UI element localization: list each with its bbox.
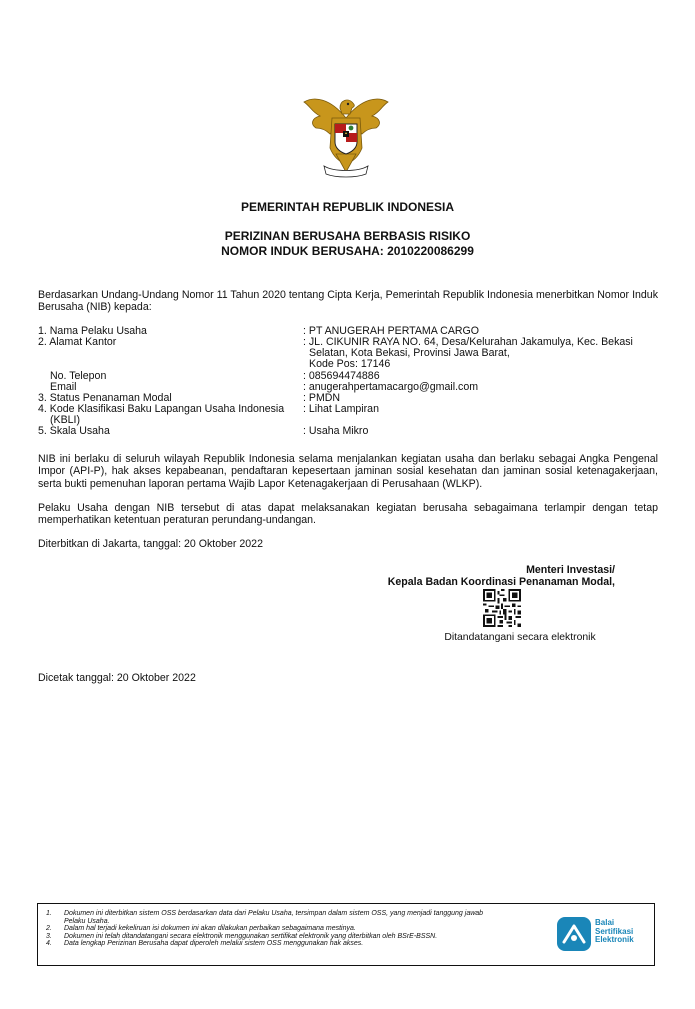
bsre-logo-text — [595, 919, 634, 945]
footnote-item — [46, 933, 551, 941]
intro-paragraph: Berdasarkan Undang-Undang Nomor 11 Tahun 2020 tentang Cipta Kerja, Pemerintah Republik Indonesia menerbitkan Nomor Induk Berusaha (NIB) kepada: — [38, 289, 658, 314]
footnote-text: Data lengkap Perizinan Berusaha dapat diperoleh melalui sistem OSS menggunakan hak akses. — [64, 940, 364, 948]
address-value-line-1: : JL. CIKUNIR RAYA NO. 64, Desa/Kelurahan Jakamulya, Kec. Bekasi — [303, 336, 633, 348]
bsre-logo-icon — [556, 916, 592, 952]
footnote-number: 1. — [46, 910, 52, 917]
footer-notes-box — [37, 903, 655, 966]
business-name-label: 1. Nama Pelaku Usaha — [38, 325, 147, 337]
footnote-text: Pelaku Usaha. — [64, 917, 110, 925]
capital-status-value: : PMDN — [303, 392, 341, 404]
footnotes-list — [46, 910, 551, 948]
phone-label: No. Telepon — [50, 370, 107, 382]
bsre-line-2: Sertifikasi — [595, 926, 634, 936]
electronic-signature-note: Ditandatangani secara elektronik — [444, 632, 596, 643]
phone-value: : 085694474886 — [303, 370, 380, 382]
bsre-line-1: Balai — [595, 918, 615, 927]
address-label: 2. Alamat Kantor — [38, 336, 117, 348]
obligation-paragraph: Pelaku Usaha dengan NIB tersebut di atas dapat melaksanakan kegiatan berusaha sebagaimana terlampir dengan tetap memperhatikan ketentuan peraturan perundang-undangan. — [38, 502, 658, 527]
address-value-line-3: Kode Pos: 17146 — [309, 358, 391, 370]
footnote-text: Dalam hal terjadi kekeliruan isi dokumen ini akan dilakukan perbaikan sebagaimana mestinya. — [64, 925, 356, 933]
capital-status-label: 3. Status Penanaman Modal — [38, 392, 172, 404]
garuda-emblem-icon — [300, 88, 392, 180]
email-label: Email — [50, 381, 77, 393]
footnote-number: 3. — [46, 932, 52, 940]
signatory-line-1: Menteri Investasi/ — [526, 564, 615, 576]
business-scale-label: 5. Skala Usaha — [38, 425, 110, 437]
address-value-line-2: Selatan, Kota Bekasi, Provinsi Jawa Barat, — [309, 347, 510, 359]
kbli-label-line-2: (KBLI) — [50, 414, 81, 426]
nib-number: NOMOR INDUK BERUSAHA: 2010220086299 — [221, 244, 474, 258]
email-value: : anugerahpertamacargo@gmail.com — [303, 381, 479, 393]
signatory-title — [370, 564, 615, 588]
bsre-logo — [556, 914, 652, 956]
qr-code-icon[interactable] — [483, 589, 521, 627]
signatory-line-2: Kepala Badan Koordinasi Penanaman Modal, — [387, 576, 615, 588]
footnote-item — [46, 925, 551, 933]
footnote-item — [46, 910, 551, 918]
business-scale-value: : Usaha Mikro — [303, 425, 369, 437]
document-title: PERIZINAN BERUSAHA BERBASIS RISIKO — [224, 229, 471, 243]
footnote-item — [46, 940, 551, 948]
footnote-item — [46, 918, 551, 926]
business-name-value: : PT ANUGERAH PERTAMA CARGO — [303, 325, 480, 337]
footnote-number — [46, 918, 64, 926]
footnote-number: 2. — [46, 925, 52, 933]
kbli-label-line-1: 4. Kode Klasifikasi Baku Lapangan Usaha Indonesia — [38, 403, 285, 415]
bsre-line-3: Elektronik — [595, 935, 634, 945]
validity-paragraph: NIB ini berlaku di seluruh wilayah Republik Indonesia selama menjalankan kegiatan usaha dan berlaku sebagai Angka Pengenal Impor (API-P), hak akses kepabeanan, pendaftaran kepesertaan jaminan sosial kesehatan dan jaminan sosial ketenagakerjaan, serta bukti pemenuhan laporan pertama Wajib Lapor Ketenagakerjaan di Perusahaan (WLKP). — [38, 453, 658, 490]
kbli-value: : Lihat Lampiran — [303, 403, 379, 415]
printed-date: Dicetak tanggal: 20 Oktober 2022 — [38, 672, 196, 684]
issued-date: Diterbitkan di Jakarta, tanggal: 20 Oktober 2022 — [38, 538, 263, 550]
government-heading: PEMERINTAH REPUBLIK INDONESIA — [240, 200, 455, 214]
footnote-text: Dokumen ini diterbitkan sistem OSS berdasarkan data dari Pelaku Usaha, tersimpan dalam sistem OSS, yang menjadi tanggung jawab — [64, 910, 484, 917]
footnote-number: 4. — [46, 940, 52, 948]
footnote-text: Dokumen ini telah ditandatangani secara elektronik menggunakan sertifikat elektronik yang diterbitkan oleh BSrE-BSSN. — [64, 932, 438, 940]
